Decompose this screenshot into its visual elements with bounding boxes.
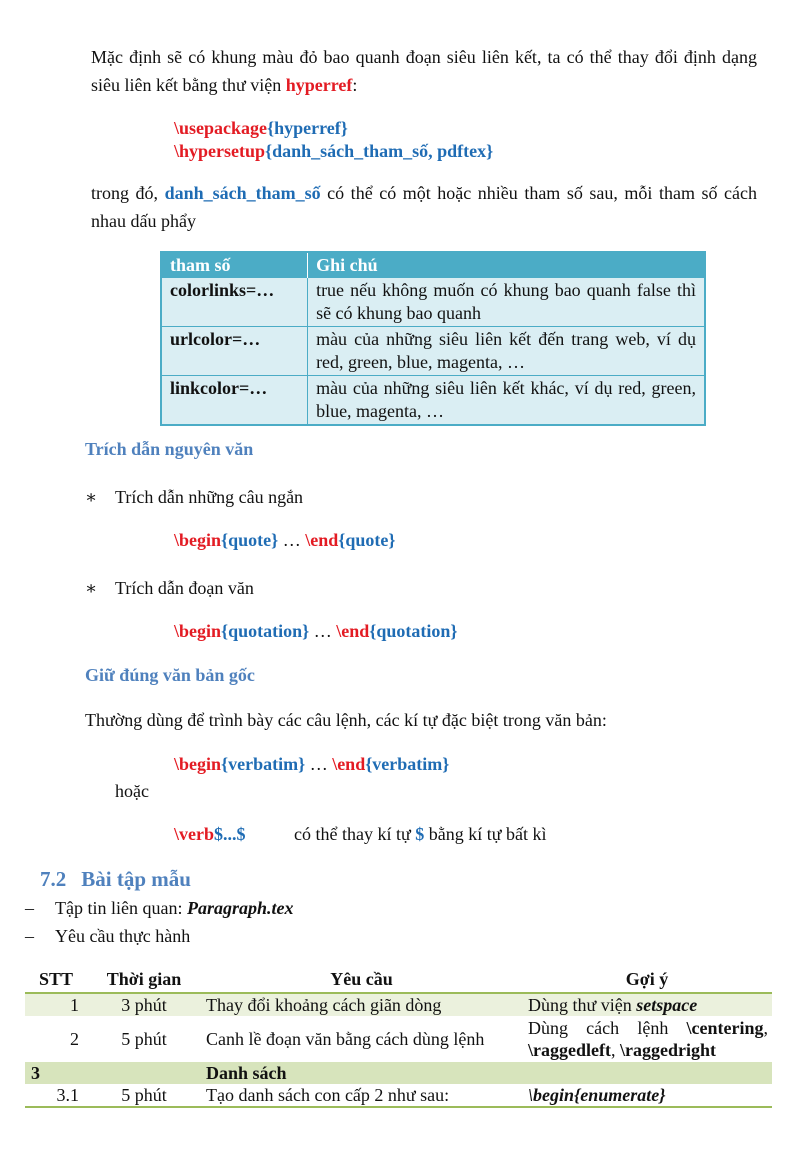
or-text: hoặc <box>115 781 149 801</box>
quote-section-heading: Trích dẫn nguyên văn <box>85 439 254 459</box>
param-key: colorlinks=… <box>161 278 308 327</box>
header-stt: STT <box>25 966 87 993</box>
exercise-table <box>25 966 772 1108</box>
param-value: màu của những siêu liên kết đến trang web, ví dụ red, green, blue, magenta, … <box>308 327 705 376</box>
param-table <box>160 251 706 426</box>
cell-stt: 2 <box>70 1029 79 1049</box>
cell-stt: 1 <box>25 993 87 1016</box>
verb-note: có thể thay kí tự $ bằng kí tự bất kì <box>294 824 547 844</box>
hyperref-keyword: hyperref <box>285 75 353 95</box>
file-name: Paragraph.tex <box>186 898 294 918</box>
cell-hint <box>522 1062 772 1084</box>
param-value: màu của những siêu liên kết khác, ví dụ red, green, blue, magenta, … <box>308 376 705 426</box>
cell-time: 3 phút <box>87 993 201 1016</box>
quote-code: \begin{quote} … \end{quote} <box>174 530 396 550</box>
quotation-bullet-item: ∗ Trích dẫn đoạn văn <box>85 578 254 598</box>
dash-icon: – <box>25 926 34 946</box>
cell-hint: Dùng thư viện setspace <box>522 993 772 1016</box>
hyperref-code-block <box>174 117 594 163</box>
cell-stt: 3.1 <box>25 1084 87 1107</box>
header-hint: Gợi ý <box>522 966 772 993</box>
bullet-icon: ∗ <box>85 578 98 598</box>
cell-requirement: Canh lề đoạn văn bằng cách dùng lệnh <box>206 1029 485 1049</box>
usepackage-line: \usepackage{hyperref} <box>174 118 348 138</box>
section-heading <box>40 867 191 892</box>
param-header-name: tham số <box>161 252 308 278</box>
cell-time: 5 phút <box>87 1084 201 1107</box>
verbatim-section-heading: Giữ đúng văn bản gốc <box>85 665 255 685</box>
cell-requirement: Thay đổi khoảng cách giãn dòng <box>201 993 522 1016</box>
cell-hint: \begin{enumerate} <box>522 1084 772 1107</box>
param-key: urlcolor=… <box>161 327 308 376</box>
quote-bullet-item: ∗ Trích dẫn những câu ngắn <box>85 487 304 507</box>
param-key: linkcolor=… <box>161 376 308 426</box>
hypersetup-line: \hypersetup{danh_sách_tham_số, pdftex} <box>174 141 494 161</box>
param-value: true nếu không muốn có khung bao quanh false thì sẽ có khung bao quanh <box>308 278 705 327</box>
cell-stt: 3 <box>25 1062 87 1084</box>
param-table-header <box>161 252 705 278</box>
bullet-icon: ∗ <box>85 487 98 507</box>
table-row <box>25 1016 772 1062</box>
section-title: Bài tập mẫu <box>81 867 191 891</box>
cell-time: 5 phút <box>121 1029 167 1049</box>
cell-requirement: Tạo danh sách con cấp 2 như sau: <box>201 1084 522 1107</box>
verbatim-code: \begin{verbatim} … \end{verbatim} <box>174 754 450 774</box>
param-row <box>161 376 705 426</box>
param-header-note: Ghi chú <box>308 252 705 278</box>
related-file-item: – Tập tin liên quan: Paragraph.tex <box>25 898 294 918</box>
verb-code: \verb$...$ <box>174 824 246 844</box>
intro-paragraph: Mặc định sẽ có khung màu đỏ bao quanh đoạn siêu liên kết, ta có thể thay đổi định dạng siêu liên kết bằng thư viện hyperref: <box>91 47 757 95</box>
table-row <box>25 1084 772 1107</box>
table-row <box>25 993 772 1016</box>
cell-requirement: Danh sách <box>201 1062 522 1084</box>
intro-text: Mặc định sẽ có khung màu đỏ bao quanh đoạn siêu liên kết, ta có thể thay đổi định dạng siêu liên kết bằng thư viện <box>91 47 757 95</box>
header-requirement: Yêu cầu <box>201 966 522 993</box>
param-row <box>161 278 705 327</box>
cell-time <box>87 1062 201 1084</box>
dash-icon: – <box>25 898 34 918</box>
cell-hint: Dùng cách lệnh \centering, \raggedleft, \raggedright <box>528 1018 768 1060</box>
param-list-keyword: danh_sách_tham_số <box>164 183 321 203</box>
verbatim-description: Thường dùng để trình bày các câu lệnh, các kí tự đặc biệt trong văn bản: <box>85 710 607 730</box>
header-time: Thời gian <box>87 966 201 993</box>
table-row <box>25 1062 772 1084</box>
exercise-table-header <box>25 966 772 993</box>
section-number: 7.2 <box>40 867 67 891</box>
quotation-code: \begin{quotation} … \end{quotation} <box>174 621 458 641</box>
param-description: trong đó, danh_sách_tham_số có thể có một hoặc nhiều tham số sau, mỗi tham số cách nhau dấu phẩy <box>91 183 757 231</box>
param-row <box>161 327 705 376</box>
requirements-item: – Yêu cầu thực hành <box>25 926 191 946</box>
